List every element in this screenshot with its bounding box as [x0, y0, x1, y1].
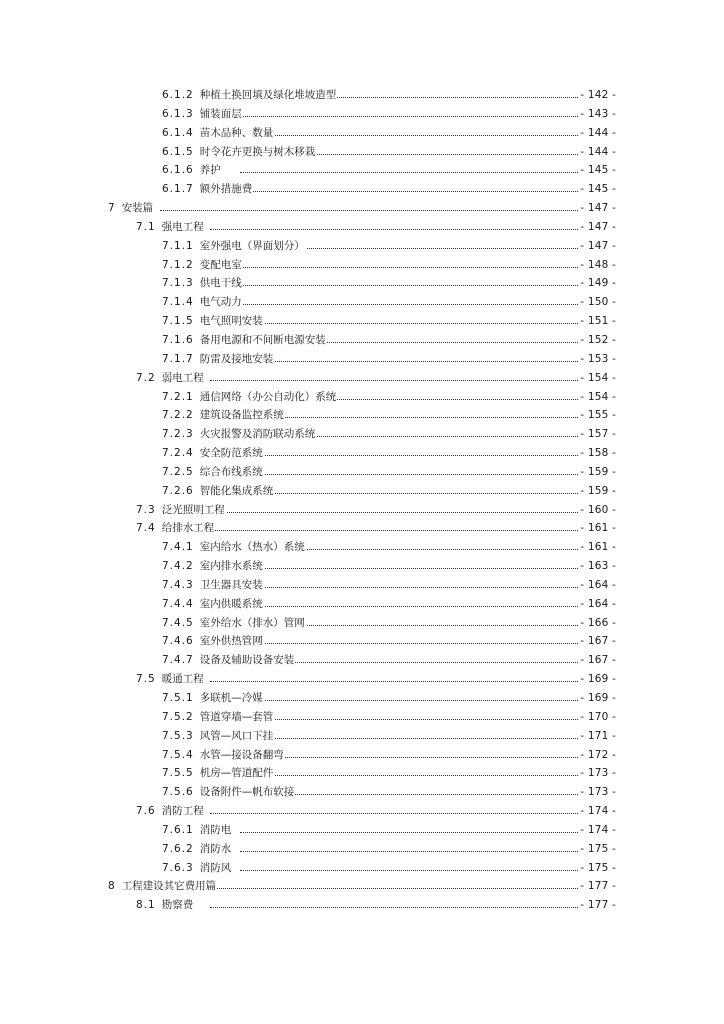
toc-entry[interactable]: [0, 124, 724, 143]
toc-entry-page: - 151 -: [578, 312, 616, 331]
toc-entry-page: - 161 -: [578, 538, 616, 557]
toc-entry-page: - 155 -: [578, 406, 616, 425]
toc-entry-number: 7.1.7: [162, 352, 194, 365]
toc-entry-number: 6.1.2: [162, 89, 194, 101]
toc-entry[interactable]: [0, 802, 724, 821]
toc-entry-text: 弱电工程: [161, 371, 204, 384]
toc-entry-text: 建筑设备监控系统: [199, 409, 284, 422]
toc-entry-title: [162, 708, 274, 727]
dot-leader: [240, 361, 578, 362]
toc-entry-text: 卫生器具安装: [199, 578, 263, 591]
toc-entry[interactable]: [0, 670, 724, 689]
toc-entry-title: [162, 482, 274, 501]
dot-leader: [240, 493, 578, 494]
toc-entry-title: [108, 877, 217, 896]
toc-entry-text: 火灾报警及消防联动系统: [199, 428, 316, 441]
toc-entry[interactable]: [0, 444, 724, 463]
dot-leader: [210, 229, 578, 230]
toc-entry[interactable]: [0, 576, 724, 595]
dot-leader: [210, 530, 578, 531]
toc-entry-text: 室外给水（排水）管网: [199, 616, 305, 629]
toc-entry[interactable]: [0, 105, 724, 124]
toc-entry-title: [162, 576, 264, 595]
toc-entry-page: - 161 -: [578, 519, 616, 538]
toc-entry-number: 7.4.6: [162, 635, 194, 648]
toc-entry-page: - 169 -: [578, 689, 616, 708]
toc-entry-number: 7.5: [136, 673, 156, 686]
toc-entry[interactable]: [0, 86, 724, 105]
toc-entry-text: 消防水: [199, 842, 232, 855]
toc-entry-page: - 166 -: [578, 614, 616, 633]
toc-entry-text: 防雷及接地安装: [199, 352, 274, 365]
toc-entry-text: 综合布线系统: [199, 465, 263, 478]
toc-entry-text: 管道穿墙—套管: [199, 710, 274, 723]
toc-entry[interactable]: [0, 218, 724, 237]
toc-entry-number: 7.1: [136, 220, 156, 233]
toc-entry-number: 7.2.2: [162, 409, 194, 422]
dot-leader: [240, 455, 578, 456]
toc-entry-text: 室内供暖系统: [199, 597, 263, 610]
toc-entry-text: 苗木品种、数量: [199, 126, 274, 139]
toc-entry-number: 6.1.3: [162, 107, 194, 120]
toc-entry-number: 7.1.4: [162, 296, 194, 309]
toc-entry-number: 7.1.5: [162, 315, 194, 328]
toc-entry[interactable]: [0, 388, 724, 407]
toc-entry-number: 7.2.5: [162, 465, 194, 478]
dot-leader: [210, 512, 578, 513]
toc-entry-text: 室内排水系统: [199, 560, 263, 573]
toc-entry-page: - 157 -: [578, 425, 616, 444]
toc-entry[interactable]: [0, 312, 724, 331]
toc-entry-page: - 154 -: [578, 369, 616, 388]
toc-entry[interactable]: [0, 877, 724, 896]
toc-entry[interactable]: [0, 859, 724, 878]
toc-entry-title: [136, 802, 205, 821]
toc-entry-text: 消防电: [199, 823, 232, 836]
toc-entry[interactable]: [0, 199, 724, 218]
toc-entry-page: - 145 -: [578, 180, 616, 199]
toc-entry[interactable]: [0, 557, 724, 576]
toc-entry-title: [162, 124, 274, 143]
toc-entry-title: [136, 218, 205, 237]
toc-entry-number: 6.1.7: [162, 183, 194, 196]
toc-entry-page: - 175 -: [578, 859, 616, 878]
toc-entry-number: 6.1.4: [162, 126, 194, 139]
toc-entry-text: 强电工程: [161, 220, 204, 233]
toc-entry-text: 泛光照明工程: [161, 503, 225, 516]
toc-entry-title: [162, 86, 337, 105]
dot-leader: [160, 210, 578, 211]
toc-entry[interactable]: [0, 256, 724, 275]
toc-entry-page: - 175 -: [578, 840, 616, 859]
dot-leader: [240, 643, 578, 644]
toc-entry-title: [162, 727, 274, 746]
toc-entry[interactable]: [0, 708, 724, 727]
dot-leader: [240, 832, 578, 833]
toc-entry-text: 供电干线: [199, 277, 242, 290]
dot-leader: [240, 775, 578, 776]
toc-entry-text: 给排水工程: [161, 522, 215, 535]
toc-entry-number: 7.5.3: [162, 729, 194, 742]
dot-leader: [210, 813, 578, 814]
toc-entry-number: 7.4.7: [162, 654, 194, 667]
toc-entry-page: - 150 -: [578, 293, 616, 312]
toc-entry-page: - 174 -: [578, 802, 616, 821]
dot-leader: [240, 700, 578, 701]
toc-entry-title: [162, 463, 264, 482]
toc-entry-title: [162, 256, 243, 275]
toc-entry-title: [136, 896, 194, 915]
toc-entry-title: [162, 161, 222, 180]
toc-entry-number: 7.4.1: [162, 541, 194, 554]
toc-entry-title: [162, 614, 306, 633]
toc-entry-title: [162, 632, 264, 651]
toc-entry-title: [162, 143, 316, 162]
toc-entry-page: - 171 -: [578, 727, 616, 746]
dot-leader: [240, 568, 578, 569]
toc-entry-title: [162, 764, 274, 783]
toc-entry-text: 室外强电（界面划分）: [199, 239, 305, 252]
dot-leader: [240, 135, 578, 136]
toc-entry-text: 智能化集成系统: [199, 484, 274, 497]
toc-entry-title: [162, 331, 327, 350]
toc-entry[interactable]: [0, 632, 724, 651]
toc-entry[interactable]: [0, 764, 724, 783]
toc-entry[interactable]: [0, 501, 724, 520]
toc-entry-title: [162, 388, 337, 407]
toc-entry[interactable]: [0, 331, 724, 350]
dot-leader: [240, 191, 578, 192]
toc-entry-number: 8: [108, 880, 116, 893]
toc-entry[interactable]: [0, 727, 724, 746]
toc-entry-title: [162, 180, 253, 199]
toc-entry-page: - 147 -: [578, 218, 616, 237]
toc-entry[interactable]: [0, 519, 724, 538]
toc-entry-title: [162, 105, 243, 124]
dot-leader: [240, 719, 578, 720]
toc-entry-text: 风管—风口下挂: [199, 729, 274, 742]
toc-entry-page: - 144 -: [578, 143, 616, 162]
dot-leader: [240, 267, 578, 268]
toc-entry-number: 7: [108, 202, 116, 215]
toc-entry-text: 通信网络（办公自动化）系统: [199, 390, 337, 403]
toc-entry[interactable]: [0, 180, 724, 199]
toc-entry-page: - 169 -: [578, 670, 616, 689]
toc-entry-page: - 167 -: [578, 651, 616, 670]
toc-entry-page: - 147 -: [578, 199, 616, 218]
toc-entry-number: 6.1.5: [162, 145, 194, 158]
toc-entry-text: 设备及辅助设备安装: [199, 654, 295, 667]
toc-entry-text: 养护: [199, 164, 221, 177]
toc-entry-page: - 159 -: [578, 482, 616, 501]
toc-entry[interactable]: [0, 161, 724, 180]
dot-leader: [240, 587, 578, 588]
dot-leader: [240, 417, 578, 418]
toc-entry-text: 电气动力: [199, 296, 242, 309]
toc-entry[interactable]: [0, 689, 724, 708]
toc-entry-number: 7.4.5: [162, 616, 194, 629]
toc-entry-page: - 153 -: [578, 350, 616, 369]
toc-entry-page: - 145 -: [578, 161, 616, 180]
toc-entry-text: 工程建设其它费用篇: [121, 880, 217, 893]
toc-entry-number: 7.3: [136, 503, 156, 516]
toc-entry-page: - 177 -: [578, 896, 616, 915]
toc-entry-page: - 177 -: [578, 877, 616, 896]
toc-entry-page: - 173 -: [578, 764, 616, 783]
toc-entry-title: [136, 519, 215, 538]
toc-entry-page: - 159 -: [578, 463, 616, 482]
toc-entry-number: 7.6.1: [162, 823, 194, 836]
toc-entry-number: 7.6.3: [162, 861, 194, 874]
dot-leader: [160, 888, 578, 889]
toc-entry-page: - 174 -: [578, 821, 616, 840]
toc-entry[interactable]: [0, 293, 724, 312]
toc-entry-text: 机房—管道配件: [199, 767, 274, 780]
toc-entry-page: - 167 -: [578, 632, 616, 651]
dot-leader: [240, 851, 578, 852]
toc-entry-page: - 148 -: [578, 256, 616, 275]
toc-entry-title: [108, 199, 154, 218]
toc-entry-title: [162, 444, 264, 463]
dot-leader: [210, 681, 578, 682]
toc-entry-text: 室外供热管网: [199, 635, 263, 648]
toc-entry-title: [162, 425, 316, 444]
toc-entry-text: 水管—接设备翻弯: [199, 748, 284, 761]
toc-entry[interactable]: [0, 538, 724, 557]
toc-entry-text: 暖通工程: [161, 673, 204, 686]
toc-entry-page: - 173 -: [578, 783, 616, 802]
toc-entry-title: [162, 689, 264, 708]
toc-entry[interactable]: [0, 350, 724, 369]
toc-entry-number: 7.2.1: [162, 390, 194, 403]
toc-entry-title: [162, 237, 306, 256]
toc-entry-page: - 164 -: [578, 595, 616, 614]
toc-entry-number: 7.4.3: [162, 578, 194, 591]
toc-entry-text: 铺装面层: [199, 107, 242, 120]
toc-entry-page: - 164 -: [578, 576, 616, 595]
toc-entry[interactable]: [0, 840, 724, 859]
toc-entry-title: [162, 406, 285, 425]
toc-entry-title: [162, 538, 306, 557]
toc-entry-title: [136, 670, 205, 689]
toc-entry[interactable]: [0, 821, 724, 840]
toc-entry-text: 消防工程: [161, 805, 204, 818]
toc-entry-page: - 158 -: [578, 444, 616, 463]
toc-entry-number: 7.1.1: [162, 239, 194, 252]
toc-entry-title: [162, 821, 232, 840]
toc-entry-page: - 170 -: [578, 708, 616, 727]
toc-entry-number: 7.5.1: [162, 692, 194, 704]
toc-entry-number: 6.1.6: [162, 164, 194, 177]
toc-entry-number: 7.1.3: [162, 277, 194, 290]
toc-entry-number: 7.6: [136, 805, 156, 818]
toc-entry-text: 额外措施费: [199, 183, 253, 196]
toc-entry-text: 时令花卉更换与树木移栽: [199, 145, 316, 158]
toc-entry-title: [162, 840, 232, 859]
toc-entry[interactable]: [0, 783, 724, 802]
dot-leader: [240, 285, 578, 286]
dot-leader: [240, 304, 578, 305]
toc-entry-page: - 143 -: [578, 105, 616, 124]
dot-leader: [210, 907, 578, 908]
toc-entry-page: - 149 -: [578, 274, 616, 293]
toc-entry-number: 7.2.6: [162, 484, 194, 497]
toc-entry-number: 7.5.6: [162, 786, 194, 799]
toc-entry[interactable]: [0, 237, 724, 256]
toc-entry[interactable]: [0, 463, 724, 482]
dot-leader: [240, 116, 578, 117]
toc-entry-page: - 160 -: [578, 501, 616, 520]
toc-entry-text: 消防风: [199, 861, 232, 874]
toc-entry[interactable]: [0, 369, 724, 388]
toc-entry-text: 室内给水（热水）系统: [199, 541, 305, 554]
toc-entry-title: [162, 595, 264, 614]
toc-entry-text: 备用电源和不间断电源安装: [199, 333, 326, 346]
toc-entry-title: [162, 274, 243, 293]
toc-entry[interactable]: [0, 143, 724, 162]
dot-leader: [240, 757, 578, 758]
toc-entry-number: 7.5.4: [162, 748, 194, 761]
toc-entry-text: 设备附件—帆布软接: [199, 786, 295, 799]
toc-entry[interactable]: [0, 651, 724, 670]
toc-entry-title: [162, 350, 274, 369]
toc-entry-number: 7.4: [136, 522, 156, 535]
toc-entry-page: - 142 -: [578, 86, 616, 105]
toc-entry[interactable]: [0, 482, 724, 501]
toc-entry-title: [162, 746, 285, 765]
toc-entry-text: 电气照明安装: [199, 315, 263, 328]
toc-entry-page: - 163 -: [578, 557, 616, 576]
dot-leader: [240, 474, 578, 475]
dot-leader: [240, 172, 578, 173]
toc-entry[interactable]: [0, 274, 724, 293]
toc-entry[interactable]: [0, 614, 724, 633]
toc-entry-number: 7.5.2: [162, 710, 194, 723]
toc-entry-number: 7.5.5: [162, 767, 194, 780]
toc-entry-title: [162, 557, 264, 576]
dot-leader: [240, 606, 578, 607]
toc-entry-page: - 154 -: [578, 388, 616, 407]
toc-entry[interactable]: [0, 746, 724, 765]
toc-entry-text: 安全防范系统: [199, 447, 263, 460]
toc-entry-text: 变配电室: [199, 258, 242, 271]
toc-entry-number: 8.1: [136, 899, 156, 912]
toc-entry-title: [162, 293, 243, 312]
toc-entry-number: 7.1.2: [162, 258, 194, 271]
toc-entry[interactable]: [0, 896, 724, 915]
table-of-contents: [0, 86, 724, 915]
toc-entry-number: 7.2.4: [162, 447, 194, 460]
toc-entry-number: 7.1.6: [162, 333, 194, 346]
toc-entry[interactable]: [0, 406, 724, 425]
toc-entry-text: 多联机—冷媒: [199, 692, 263, 704]
toc-entry-page: - 152 -: [578, 331, 616, 350]
toc-entry-page: - 172 -: [578, 746, 616, 765]
toc-entry-number: 7.6.2: [162, 842, 194, 855]
toc-entry-text: 勘察费: [161, 899, 194, 912]
toc-entry-number: 7.4.2: [162, 560, 194, 573]
dot-leader: [240, 738, 578, 739]
toc-entry-title: [162, 783, 295, 802]
dot-leader: [210, 380, 578, 381]
toc-entry-number: 7.4.4: [162, 597, 194, 610]
toc-entry-text: 种植土换回填及绿化堆坡造型: [199, 89, 337, 101]
toc-entry-title: [162, 859, 232, 878]
toc-entry-title: [136, 369, 205, 388]
toc-entry-title: [136, 501, 226, 520]
toc-entry[interactable]: [0, 595, 724, 614]
toc-entry-number: 7.2.3: [162, 428, 194, 441]
toc-entry-page: - 147 -: [578, 237, 616, 256]
toc-entry-text: 安装篇: [121, 202, 154, 215]
toc-entry-title: [162, 312, 264, 331]
toc-entry-page: - 144 -: [578, 124, 616, 143]
toc-entry[interactable]: [0, 425, 724, 444]
toc-entry-number: 7.2: [136, 371, 156, 384]
toc-entry-title: [162, 651, 295, 670]
dot-leader: [240, 323, 578, 324]
dot-leader: [240, 870, 578, 871]
